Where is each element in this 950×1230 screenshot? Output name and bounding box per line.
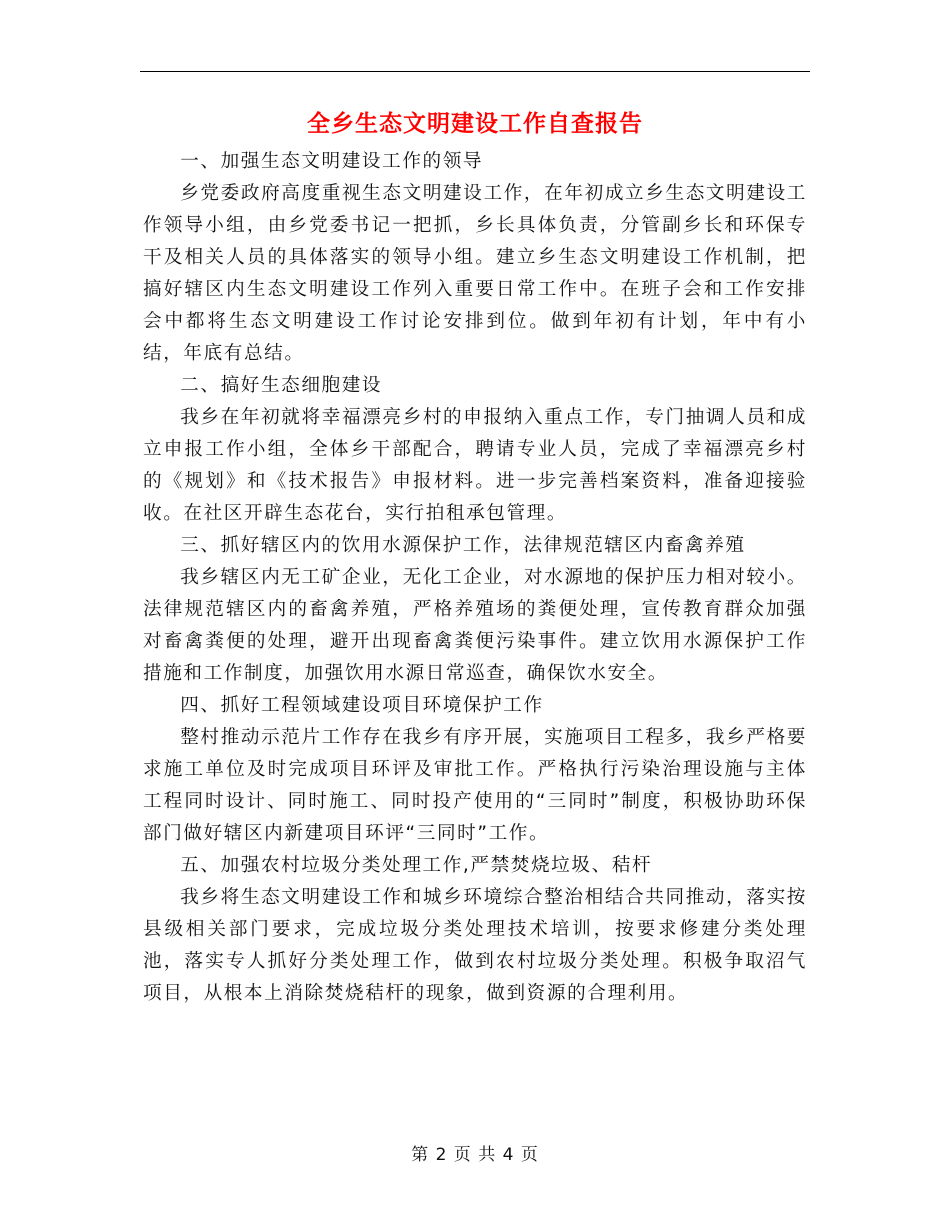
paragraph-4: 整村推动示范片工作存在我乡有序开展，实施项目工程多，我乡严格要求施工单位及时完成项目环评及审批工作。严格执行污染治理设施与主体工程同时设计、同时施工、同时投产使用的“三同时”制度，积极协助环保部门做好辖区内新建项目环评“三同时”工作。	[143, 727, 807, 844]
section-heading-5: 五、加强农村垃圾分类处理工作,严禁焚烧垃圾、秸杆	[180, 855, 653, 876]
document-title: 全乡生态文明建设工作自查报告	[307, 110, 643, 137]
paragraph-1: 乡党委政府高度重视生态文明建设工作，在年初成立乡生态文明建设工作领导小组，由乡党委书记一把抓，乡长具体负责，分管副乡长和环保专干及相关人员的具体落实的领导小组。建立乡生态文明建设工作机制，把搞好辖区内生态文明建设工作列入重要日常工作中。在班子会和工作安排会中都将生态文明建设工作讨论安排到位。做到年初有计划，年中有小结，年底有总结。	[143, 183, 807, 364]
section-heading-2: 二、搞好生态细胞建设	[180, 375, 383, 396]
section-heading-1: 一、加强生态文明建设工作的领导	[180, 151, 484, 172]
header-rule	[140, 71, 810, 72]
page-number: 第 2 页 共 4 页	[411, 1145, 539, 1165]
section-heading-3: 三、抓好辖区内的饮用水源保护工作，法律规范辖区内畜禽养殖	[180, 535, 746, 556]
paragraph-3: 我乡辖区内无工矿企业，无化工企业，对水源地的保护压力相对较小。法律规范辖区内的畜禽养殖，严格养殖场的粪便处理，宣传教育群众加强对畜禽粪便的处理，避开出现畜禽粪便污染事件。建立饮用水源保护工作措施和工作制度，加强饮用水源日常巡查，确保饮水安全。	[143, 567, 807, 684]
paragraph-5: 我乡将生态文明建设工作和城乡环境综合整治相结合共同推动，落实按县级相关部门要求，完成垃圾分类处理技术培训，按要求修建分类处理池，落实专人抓好分类处理工作，做到农村垃圾分类处理。积极争取沼气项目，从根本上消除焚烧秸杆的现象，做到资源的合理利用。	[143, 887, 807, 1004]
document-body	[143, 146, 807, 1010]
section-heading-4: 四、抓好工程领域建设项目环境保护工作	[180, 695, 544, 716]
paragraph-2: 我乡在年初就将幸福漂亮乡村的申报纳入重点工作，专门抽调人员和成立申报工作小组，全体乡干部配合，聘请专业人员，完成了幸福漂亮乡村的《规划》和《技术报告》申报材料。进一步完善档案资料，准备迎接验收。在社区开辟生态花台，实行拍租承包管理。	[143, 407, 807, 524]
